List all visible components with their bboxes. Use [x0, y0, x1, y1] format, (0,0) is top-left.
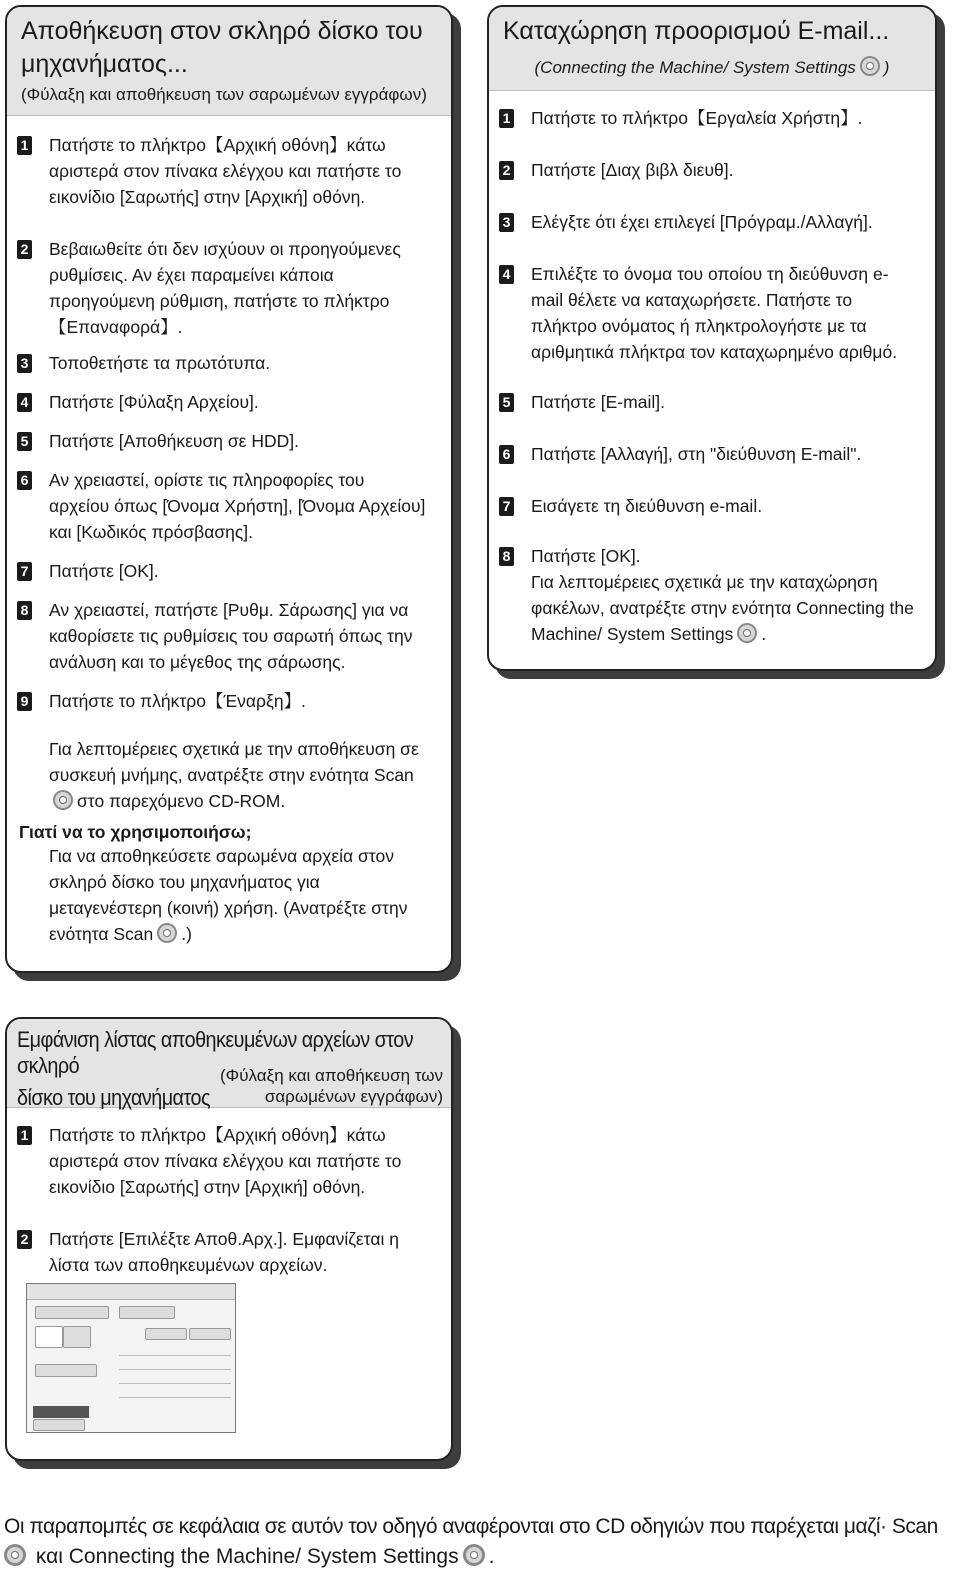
- step-text: Εισάγετε τη διεύθυνση e-mail.: [531, 495, 763, 516]
- step: [489, 105, 914, 157]
- step-number: 4: [17, 393, 32, 412]
- step-number: 9: [17, 692, 32, 711]
- step-detail-end: .: [761, 623, 767, 644]
- screenshot-file-row: [119, 1384, 231, 1398]
- step-text: Ελέγξτε ότι έχει επιλεγεί [Πρόγραμ./Αλλαγή].: [531, 211, 873, 232]
- step: [489, 543, 914, 647]
- why-label: Γιατί να το χρησιμοποιήσω;: [19, 822, 252, 842]
- card-save-to-hdd: [5, 5, 453, 973]
- step: [489, 209, 914, 261]
- step-number: 1: [17, 136, 32, 155]
- note-scan: Scan: [373, 765, 414, 785]
- card-subtitle: (Φύλαξη και αποθήκευση των σαρωμένων εγγράφων): [220, 1066, 443, 1106]
- screenshot-titlebar: [27, 1284, 235, 1300]
- card-title: Αποθήκευση στον σκληρό δίσκο του μηχανήματος...: [21, 17, 423, 78]
- cd-icon: [157, 923, 177, 943]
- step: [489, 389, 914, 441]
- step-number: 1: [499, 109, 514, 128]
- step-list: [7, 132, 427, 736]
- step: [7, 428, 427, 467]
- step-text: Πατήστε [Αποθήκευση σε HDD].: [49, 431, 299, 451]
- step-text: Τοποθετήστε τα πρωτότυπα.: [49, 353, 271, 373]
- screenshot-file-row: [119, 1370, 231, 1384]
- step: [489, 157, 914, 209]
- cd-icon: [463, 1544, 485, 1566]
- step-number: 6: [499, 445, 514, 464]
- why-text: [19, 843, 429, 947]
- step-text: Πατήστε το πλήκτρο【Αρχική οθόνη】κάτω αριστερά στον πίνακα ελέγχου και πατήστε το εικονίδιο [Σαρωτής] στην [Αρχική] οθόνη.: [49, 1125, 402, 1197]
- step: [7, 132, 427, 236]
- step: [7, 1226, 437, 1278]
- note-text: Για λεπτομέρειες σχετικά με την αποθήκευση σε συσκευή μνήμης, ανατρέξτε στην ενότητα: [49, 739, 419, 785]
- note-text-end: στο παρεχόμενο CD-ROM.: [77, 791, 286, 811]
- step: [7, 236, 427, 350]
- screenshot-button: [33, 1419, 85, 1431]
- step-number: 2: [17, 1230, 32, 1249]
- card-register-email: [487, 5, 937, 671]
- step-text: Πατήστε το πλήκτρο【Έναρξη】.: [49, 691, 306, 711]
- step: [489, 493, 914, 543]
- step: [489, 441, 914, 493]
- screenshot-button: [35, 1364, 97, 1377]
- step-text: Επιλέξτε το όνομα του οποίου τη διεύθυνση e-mail θέλετε να καταχωρήσετε. Πατήστε το πλήκτρο ονόματος ή πληκτρολογήστε με τα αριθμητικά πλήκτρα τον καταχωρημένο αριθμό.: [531, 263, 898, 362]
- step: [7, 558, 427, 597]
- step-text: Βεβαιωθείτε ότι δεν ισχύουν οι προηγούμενες ρυθμίσεις. Αν έχει παραμείνει κάποια προηγούμενη ρύθμιση, πατήστε το πλήκτρο【Επαναφορά】.: [49, 239, 401, 337]
- step: [7, 350, 427, 389]
- card-header: [7, 7, 451, 116]
- step: [489, 261, 914, 389]
- title-line: δίσκο του μηχανήματος: [17, 1085, 210, 1110]
- step-number: 6: [17, 471, 32, 490]
- step-text: Πατήστε [OK].: [531, 545, 641, 566]
- step-number: 7: [499, 497, 514, 516]
- step-number: 3: [17, 354, 32, 373]
- step-number: 2: [17, 240, 32, 259]
- note: [7, 736, 419, 814]
- screenshot-file-row: [119, 1356, 231, 1370]
- card-header: [7, 1019, 451, 1108]
- screenshot-button: [189, 1328, 231, 1340]
- step-number: 2: [499, 161, 514, 180]
- why-section: [7, 822, 451, 947]
- step-text: Πατήστε το πλήκτρο【Αρχική οθόνη】κάτω αριστερά στον πίνακα ελέγχου και πατήστε το εικονίδιο [Σαρωτής] στην [Αρχική] οθόνη.: [49, 135, 402, 207]
- step-text: Πατήστε [OK].: [49, 561, 159, 581]
- screenshot-list-view-button: [35, 1326, 63, 1348]
- card-header: [489, 7, 935, 91]
- footer-text-2: και Connecting the Machine/ System Settings: [35, 1545, 459, 1568]
- step-number: 5: [499, 393, 514, 412]
- step: [7, 1122, 437, 1226]
- screenshot-button: [119, 1306, 175, 1319]
- step-number: 8: [499, 547, 514, 566]
- screenshot-button: [145, 1328, 187, 1340]
- step-list: [7, 1122, 437, 1278]
- step-text: Πατήστε [Αλλαγή], στη "διεύθυνση E-mail".: [531, 443, 862, 464]
- step-number: 7: [17, 562, 32, 581]
- screenshot-grid-view-button: [63, 1326, 91, 1348]
- cd-icon: [4, 1544, 26, 1566]
- subtitle-text: (Connecting the Machine/ System Settings: [534, 57, 856, 77]
- card-subtitle: (Φύλαξη και αποθήκευση των σαρωμένων εγγράφων): [21, 85, 427, 104]
- step-detail: Για λεπτομέρειες σχετικά με την καταχώρηση φακέλων, ανατρέξτε στην ενότητα Connecting the Machine/ System Settings: [531, 571, 914, 644]
- step-text: Πατήστε [Διαχ βιβλ διευθ].: [531, 159, 734, 180]
- title-line: Εμφάνιση λίστας αποθηκευμένων αρχείων στον σκληρό: [17, 1027, 414, 1078]
- screenshot-file-row: [119, 1342, 231, 1356]
- step-number: 3: [499, 213, 514, 232]
- cd-icon: [737, 623, 757, 643]
- step-number: 5: [17, 432, 32, 451]
- footer-note: [4, 1512, 954, 1572]
- subtitle-end: ): [883, 57, 890, 77]
- step-text: Αν χρειαστεί, πατήστε [Ρυθμ. Σάρωσης] για να καθορίσετε τις ρυθμίσεις του σαρωτή όπως την ανάλυση και το μέγεθος της σάρωσης.: [49, 600, 413, 672]
- screenshot-button: [35, 1306, 109, 1319]
- step-number: 8: [17, 601, 32, 620]
- card-subtitle: [503, 56, 921, 78]
- cd-icon: [860, 56, 880, 76]
- step: [7, 389, 427, 428]
- step: [7, 688, 427, 736]
- screenshot-bottom-bar: [33, 1406, 89, 1418]
- step-text: Αν χρειαστεί, ορίστε τις πληροφορίες του αρχείου όπως [Όνομα Χρήστη], [Όνομα Αρχείου] και [Κωδικός πρόσβασης].: [49, 470, 426, 542]
- step-text: Πατήστε το πλήκτρο【Εργαλεία Χρήστη】.: [531, 107, 863, 128]
- step-number: 1: [17, 1126, 32, 1145]
- card-title: Καταχώρηση προορισμού E-mail...: [503, 17, 890, 45]
- cd-icon: [53, 790, 73, 810]
- footer-end: .: [488, 1545, 495, 1568]
- step-text: Πατήστε [Φύλαξη Αρχείου].: [49, 392, 259, 412]
- step: [7, 597, 427, 688]
- step: [7, 467, 427, 558]
- stored-files-screenshot: [26, 1283, 236, 1433]
- step-text: Πατήστε [Επιλέξτε Αποθ.Αρχ.]. Εμφανίζεται η λίστα των αποθηκευμένων αρχείων.: [49, 1229, 399, 1275]
- step-number: 4: [499, 265, 514, 284]
- step-text: Πατήστε [E-mail].: [531, 391, 665, 412]
- footer-text: Οι παραπομπές σε κεφάλαια σε αυτόν τον οδηγό αναφέρονται στο CD οδηγιών που παρέχεται μαζί· Scan: [4, 1515, 938, 1538]
- why-body: Για να αποθηκεύσετε σαρωμένα αρχεία στον σκληρό δίσκο του μηχανήματος για μεταγενέστερη (κοινή) χρήση. (Ανατρέξτε στην ενότητα Scan: [49, 846, 408, 944]
- why-end: .): [181, 924, 192, 944]
- step-list: [489, 105, 914, 647]
